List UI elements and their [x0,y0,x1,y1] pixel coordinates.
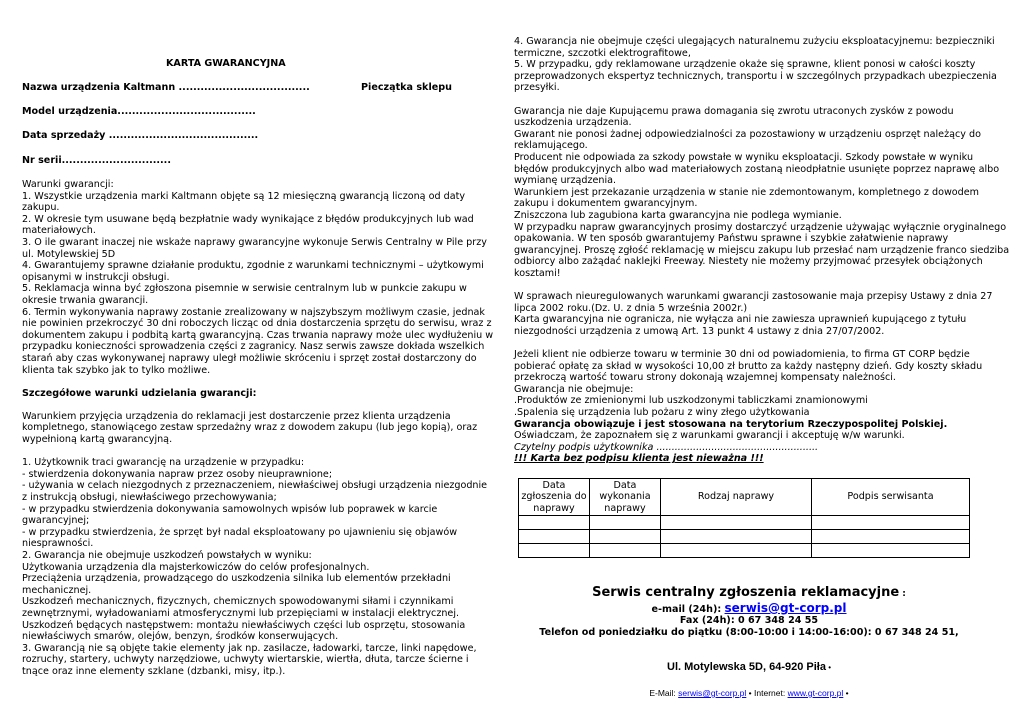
loss-line: Uszkodzeń mechanicznych, fizycznych, chemicznych spowodowanymi siłami i czynnikami zewnętrznymi, wyładowaniami atmosferycznymi lub przepięciami w instalacji elektrycznej. [22,596,460,619]
loss-line: - używania w celach niezgodnych z przeznaczeniem, niewłaściwej obsługi urządzenia niezgodnie z instrukcją obsługi, niewłaściwego przechowywania; [22,480,488,504]
service-address-line [514,661,984,673]
table-row [519,530,970,544]
warranty-conditions [22,179,494,678]
sale-date-field: Data sprzedaży ......................................... [22,130,259,141]
table-cell[interactable] [661,530,812,544]
column-technician-signature: Podpis serwisanta [812,479,970,516]
liability-line: Zniszczona lub zagubiona karta gwarancyjna nie podlega wymianie. [514,209,842,221]
legal-line: Karta gwarancyjna nie ogranicza, nie wyłącza ani nie zawiesza uprawnień kupującego z tytułu niezgodności urządzenia z umową Art. 13 punkt 4 ustawy z dnia 27/07/2002. [514,314,967,337]
repairs-table [518,478,970,558]
loss-line: - w przypadku stwierdzenia dokonywania samowolnych wpisów lub poprawek w karcie gwarancyjnej; [22,503,438,527]
loss-line: Uszkodzeń będących następstwem: montażu niewłaściwych części lub osprzętu, stosowania niewłaściwych smarów, olejów, benzyn, środków konserwujących. [22,619,466,643]
footer-web-link[interactable]: www.gt-corp.pl [787,688,844,698]
loss-line: Przeciążenia urządzenia, prowadzącego do uszkodzenia silnika lub elementów przekładni mechanicznej. [22,573,451,596]
column-repair-date: Data wykonania naprawy [590,479,661,516]
service-title [514,585,984,600]
table-cell[interactable] [661,544,812,558]
table-cell[interactable] [519,544,590,558]
user-signature-line: Czytelny podpis użytkownika ..................................................... [514,441,819,453]
table-row [519,544,970,558]
liability-line: Gwarancja nie daje Kupującemu prawa domagania się zwrotu utraconych zysków z powodu uszkodzenia urządzenia. [514,105,954,129]
column-report-date: Data zgłoszenia do naprawy [519,479,590,516]
condition-line: 6. Termin wykonywania naprawy zostanie zrealizowany w najszybszym możliwym czasie, jednak nie powinien przekroczyć 30 dni roboczych licząc od dnia dostarczenia sprzętu do serwisu, wraz z dokumentem zakupu i podbitą kartą gwarancyjną. Czas trwania naprawy może ulec wydłużeniu w przypadku konieczności sprowadzenia części z zagranicy. Nasz serwis zawsze dokłada wszelkich starań aby czas wykonywanej naprawy uległ możliwie skróceniu i sprzęt został dostarczony do klienta tak szybko jak to tylko możliwe. [22,306,494,376]
table-header-row [519,479,970,516]
storage-line: .Spalenia się urządzenia lub pożaru z winy złego użytkowania [514,407,810,418]
invalid-card-note: !!! Karta bez podpisu klienta jest nieważna !!! [514,453,764,465]
card-title: KARTA GWARANCYJNA [166,58,286,69]
table-cell[interactable] [519,516,590,530]
table-cell[interactable] [812,516,970,530]
exclusion-line: 5. W przypadku, gdy reklamowane urządzenie okaże się sprawne, klient ponosi w całości koszty przeprowadzonych ekspertyz technicznych, transportu i w szczególnych przypadkach ubezpieczenia przesyłki. [514,59,997,94]
email-label: e-mail (24h): [651,604,725,615]
liability-line: Producent nie odpowiada za szkody powstałe w wyniku eksploatacji. Szkody powstałe w wyniku błędów produkcyjnych albo wad materiałowych zostaną nieodpłatnie usunięte poprzez naprawę albo wymianę urządzenia. [514,151,1000,187]
footer-contact [514,688,984,698]
condition-line: 5. Reklamacja winna być zgłoszona pisemnie w serwisie centralnym lub w punkcie zakupu w okresie trwania gwarancji. [22,283,467,306]
table-cell[interactable] [812,544,970,558]
loss-line: - w przypadku stwierdzenia, że sprzęt był nadal eksploatowany po ujawnieniu się objawów niesprawności. [22,526,458,550]
service-email-link[interactable]: serwis@gt-corp.pl [724,601,847,615]
serial-field: Nr serii.............................. [22,155,171,166]
service-phone: Telefon od poniedziałku do piątku (8:00-10:00 i 14:00-16:00): 0 67 348 24 51, [539,627,959,638]
table-cell[interactable] [590,544,661,558]
service-title-suffix: : [899,589,906,599]
loss-line: 1. Użytkownik traci gwarancję na urządzenie w przypadku: [22,457,305,469]
storage-line: Jeżeli klient nie odbierze towaru w terminie 30 dni od powiadomienia, to firma GT CORP będzie pobierać opłatę za skład w wysokości 10,00 zł brutto za każdy następny dzień. Gdy koszty składu przekroczą wartość towaru strony dokonają wzajemnej kompensaty należności. [514,349,983,384]
service-address: Ul. Motylewska 5D, 64-920 Piła [667,661,826,673]
column-repair-type: Rodzaj naprawy [661,479,812,516]
loss-line: 2. Gwarancja nie obejmuje uszkodzeń powstałych w wyniku: [22,550,312,561]
table-cell[interactable] [812,530,970,544]
service-fax: Fax (24h): 0 67 348 24 55 [679,615,819,626]
legal-line: W sprawach nieuregulowanych warunkami gwarancji zastosowanie maja przepisy Ustawy z dnia 27 lipca 2002 roku.(Dz. U. z dnia 5 września 2002r.) [514,291,993,314]
model-field: Model urządzenia...................................... [22,106,256,117]
loss-line: Użytkowania urządzenia dla majsterkowiczów do celów profesjonalnych. [22,561,370,573]
liability-line: Gwarant nie ponosi żadnej odpowiedzialności za pozostawiony w urządzeniu osprzęt należący do reklamującego. [514,128,981,152]
liability-line: W przypadku napraw gwarancyjnych prosimy dostarczyć urządzenie używając wyłącznie oryginalnego opakowania. W ten sposób gwarantujemy Państwu sprawne i szybkie załatwienie naprawy gwarancyjnej. Proszę zgłość reklamację w miejscu zakupu lub przesłać nam urządzenie franco siedziba odbiorcy albo zażądać naklejki Freeway. Niestety nie możemy przyjmować przesyłek obciążonych kosztami! [514,221,1010,279]
table-row [519,516,970,530]
condition-line: 3. O ile gwarant inaczej nie wskaże naprawy gwarancyjne wykonuje Serwis Centralny w Pile przy ul. Motylewskiej 5D [22,236,487,260]
warranty-exclusions [514,36,1010,465]
footer-email-link[interactable]: serwis@gt-corp.pl [678,688,747,698]
exclusion-line: 4. Gwarancja nie obejmuje części ulegających naturalnemu zużyciu eksploatacyjnemu: bezpieczniki termiczne, szczotki elektrografitowe, [514,36,995,59]
detailed-heading: Szczegółowe warunki udzielania gwarancji: [22,387,257,399]
service-email-line [514,601,984,615]
detailed-intro: Warunkiem przyjęcia urządzenia do reklamacji jest dostarczenie przez klienta urządzenia kompletnego, stanowiącego zestaw sprzedażny wraz z dowodem zakupu (lub jego kopią), oraz wypełnioną kartą gwarancyjną. [22,410,478,446]
storage-line: .Produktów ze zmienionymi lub uszkodzonymi tabliczkami znamionowymi [514,395,868,407]
loss-line: 3. Gwarancją nie są objęte takie elementy jak np. zasilacze, ładowarki, tarcze, linki napędowe, rozruchy, startery, uchwyty narzędziowe, uchwyty wiertarskie, wiertła, dłuta, tarcze ścierne i tnące oraz inne elementy szklane (dzbanki, misy, itp.). [22,642,477,677]
territory-note: Gwarancja obowiązuje i jest stosowana na terytorium Rzeczypospolitej Polskiej. [514,418,948,430]
liability-line: Warunkiem jest przekazanie urządzenia w stanie nie zdemontowanym, kompletnego z dowodem zakupu i dokumentem gwarancyjnym. [514,186,979,210]
storage-line: Gwarancja nie obejmuje: [514,383,634,395]
loss-line: - stwierdzenia dokonywania napraw przez osoby nieuprawnione; [22,468,333,480]
table-cell[interactable] [661,516,812,530]
bullet-icon: • [825,663,831,672]
footer-internet-label: • Internet: [746,688,788,698]
bullet-icon: • [843,688,849,698]
shop-stamp-label: Pieczątka sklepu [361,82,452,93]
service-title-text: Serwis centralny zgłoszenia reklamacyjne [592,585,900,600]
table-cell[interactable] [590,516,661,530]
table-cell[interactable] [590,530,661,544]
footer-email-label: E-Mail: [649,688,679,698]
table-cell[interactable] [519,530,590,544]
condition-line: 2. W okresie tym usuwane będą bezpłatnie wady wynikające z błędów produkcyjnych lub wad materiałowych. [22,213,474,237]
condition-line: 4. Gwarantujemy sprawne działanie produktu, zgodnie z warunkami technicznymi – użytkowymi opisanymi w instrukcji obsługi. [22,260,484,283]
acceptance-statement: Oświadczam, że zapoznałem się z warunkami gwarancji i akceptuję w/w warunki. [514,430,905,442]
condition-line: Warunki gwarancji: [22,179,114,190]
device-name-field: Nazwa urządzenia Kaltmann .................................... [22,82,310,93]
condition-line: 1. Wszystkie urządzenia marki Kaltmann objęte są 12 miesięczną gwarancją liczoną od daty zakupu. [22,190,466,214]
